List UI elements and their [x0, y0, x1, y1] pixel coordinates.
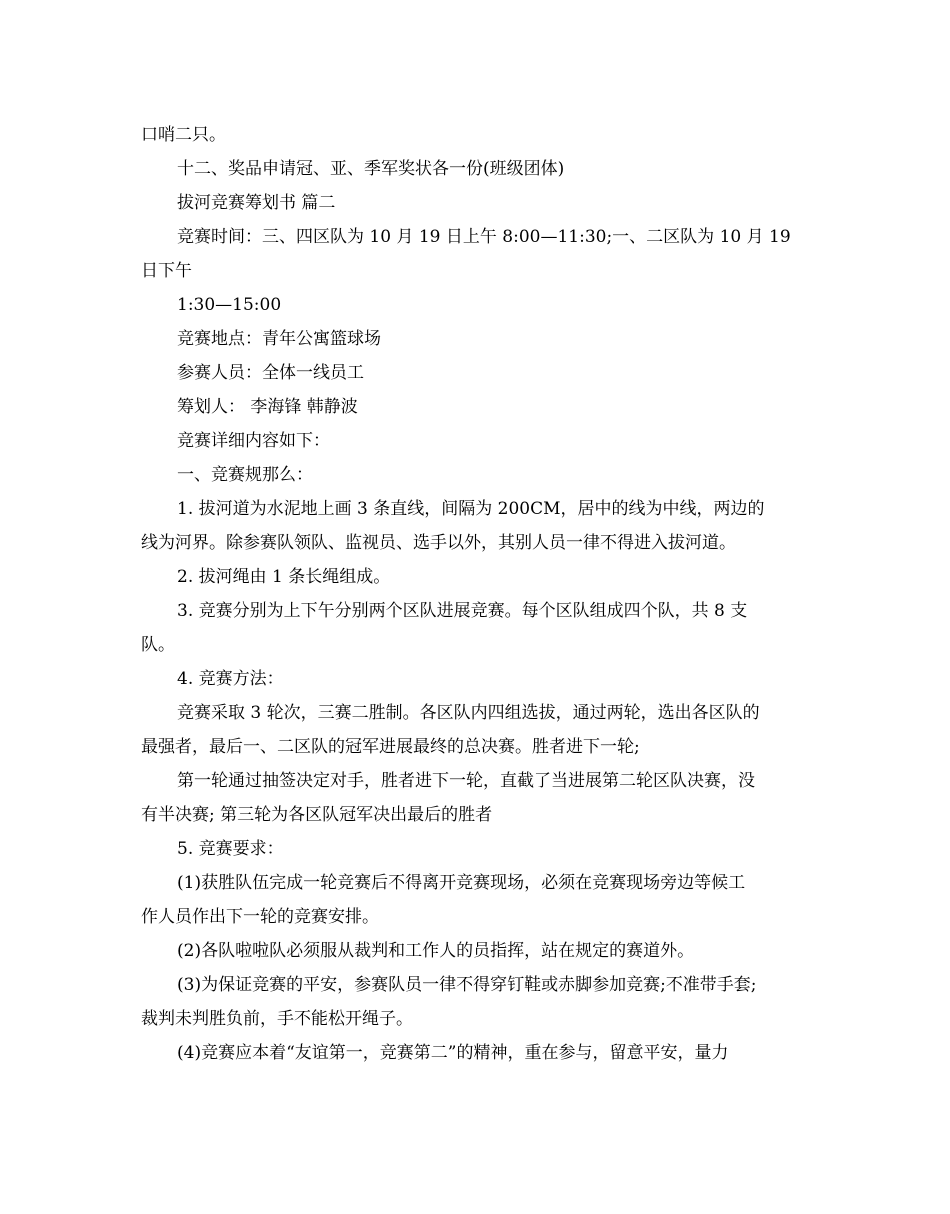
- text-line: 1:30—15:00: [177, 295, 282, 315]
- text-line: 线为河界。除参赛队领队、监视员、选手以外，其别人员一律不得进入拔河道。: [141, 533, 736, 553]
- text-line: (2)各队啦啦队必须服从裁判和工作人的员指挥，站在规定的赛道外。: [177, 941, 695, 961]
- text-line: 日下午: [141, 261, 192, 281]
- text-line: 2. 拔河绳由 1 条长绳组成。: [177, 567, 391, 587]
- text-line: 最强者，最后一、二区队的冠军进展最终的总决赛。胜者进下一轮;: [141, 737, 640, 757]
- text-line: 筹划人： 李海锋 韩静波: [177, 397, 358, 417]
- section-heading: 拔河竞赛筹划书 篇二: [177, 193, 336, 213]
- text-line: 1. 拔河道为水泥地上画 3 条直线，间隔为 200CM，居中的线为中线，两边的: [177, 499, 765, 519]
- text-line: 竞赛时间：三、四区队为 10 月 19 日上午 8:00—11:30;一、二区队为 10 月 19: [177, 227, 791, 247]
- text-line: 3. 竞赛分别为上下午分别两个区队进展竞赛。每个区队组成四个队，共 8 支: [177, 601, 748, 621]
- text-line: 裁判未判胜负前，手不能松开绳子。: [141, 1009, 413, 1029]
- text-line: 参赛人员：全体一线员工: [177, 363, 364, 383]
- text-line: 队。: [141, 635, 175, 655]
- text-line: 竞赛地点：青年公寓篮球场: [177, 329, 381, 349]
- document-body: [141, 118, 811, 1070]
- text-line: 一、竞赛规那么：: [177, 465, 313, 485]
- text-line: 口哨二只。: [141, 125, 226, 145]
- text-line: 竞赛详细内容如下：: [177, 431, 330, 451]
- text-line: 5. 竞赛要求：: [177, 839, 284, 859]
- text-line: (1)获胜队伍完成一轮竞赛后不得离开竞赛现场，必须在竞赛现场旁边等候工: [177, 873, 746, 893]
- text-line: 十二、奖品申请冠、亚、季军奖状各一份(班级团体): [177, 159, 565, 179]
- text-line: 有半决赛; 第三轮为各区队冠军决出最后的胜者: [141, 805, 493, 825]
- text-line: 竞赛采取 3 轮次，三赛二胜制。各区队内四组选拔，通过两轮，选出各区队的: [177, 703, 760, 723]
- text-line: (3)为保证竞赛的平安，参赛队员一律不得穿钉鞋或赤脚参加竞赛;不准带手套;: [177, 975, 757, 995]
- text-line: 4. 竞赛方法：: [177, 669, 284, 689]
- text-line: 作人员作出下一轮的竞赛安排。: [141, 907, 379, 927]
- text-line: (4)竞赛应本着“友谊第一，竞赛第二”的精神，重在参与，留意平安，量力: [177, 1043, 729, 1063]
- text-line: 第一轮通过抽签决定对手，胜者进下一轮，直截了当进展第二轮区队决赛，没: [177, 771, 755, 791]
